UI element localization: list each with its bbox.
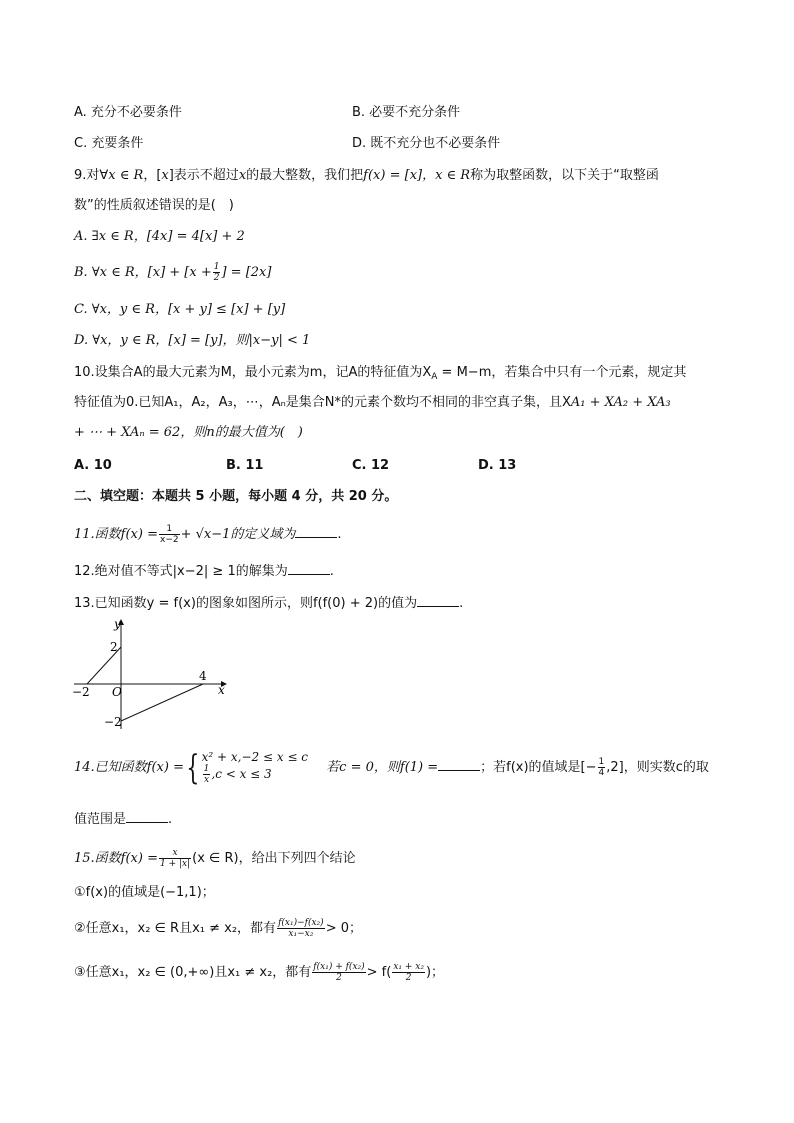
q15-conclusion-3 [74,962,444,983]
q9-text: ]表示不超过 [168,168,239,183]
q15-text: ③任意x₁，x₂ ∈ (0,+∞)且x₁ ≠ x₂，都有 [74,965,312,980]
q9-text: 9.对∀ [74,168,109,183]
q10-option-d: D. 13 [478,458,517,473]
fraction-numerator: 1 [203,764,210,774]
fraction-numerator: x₁ + x₂ [393,962,424,972]
q15-text: > f( [366,965,392,980]
q10-option-a: A. 10 [74,458,112,473]
fraction-numerator: 1 [159,524,180,535]
q15-text: > 0； [325,921,362,936]
answer-blank[interactable] [417,593,459,607]
q9-stem-line2: 数”的性质叙述错误的是( ) [74,198,234,213]
tick-x-negative: −2 [72,685,90,699]
q10-text: 特征值为0.已知A₁，A₂，A₃，⋯，Aₙ是集合N*的元素个数均不相同的非空真子集，且X [74,395,571,410]
q13 [74,593,463,613]
q14-text: 若c = 0，则f(1) = [326,760,439,775]
fraction-numerator: f(x₁) + f(x₂) [313,962,365,972]
fraction-numerator: x [159,848,191,859]
q15-text: (x ∈ R)，给出下列四个结论 [192,851,356,866]
answer-blank[interactable] [126,809,168,823]
q10-stem-line1 [74,364,686,386]
fraction-denominator: x₁−x₂ [288,929,314,939]
q9-text: ，[ [143,168,162,183]
q10-text: = M−m，若集合中只有一个元素，规定其 [437,365,687,380]
q14-range-fraction [598,757,606,778]
graph-segment-right [121,684,203,721]
q9-b-fraction [213,262,221,283]
q14-line2 [74,809,172,829]
q15-text: ②任意x₁，x₂ ∈ R且x₁ ≠ x₂，都有 [74,921,277,936]
q9-math: x [238,168,247,183]
answer-blank[interactable] [288,561,330,575]
q8-option-a: A. 充分不必要条件 [74,105,182,120]
q9-option-d: D. ∀x，y ∈ R，[x] = [y]，则|x−y| < 1 [74,333,311,348]
q11-text: 11.函数f(x) = [74,527,158,542]
q14-text: ；若f(x)的值域是[− [480,760,597,775]
q10-math: A₁ + XA₂ + XA₃ [570,395,671,410]
tick-y-negative: −2 [104,715,122,729]
q8-option-d: D. 既不充分也不必要条件 [352,136,501,151]
q15-c3-fraction [312,962,365,983]
q14-text: . [168,812,173,827]
q14-text: 值范围是 [74,812,127,827]
tick-y-positive: 2 [110,640,118,654]
q15-text: 15.函数f(x) = [74,851,158,866]
q9-b-text: B. ∀x ∈ R，[x] + [x + [74,265,212,280]
q15-text: )； [425,965,445,980]
case-2-text: ,c < x ≤ 3 [211,767,272,781]
q10-text: 10.设集合A的最大元素为M，最小元素为m，记A的特征值为X [74,365,432,380]
piecewise-brace: { [186,747,200,788]
q15-c3-fraction-2 [392,962,425,983]
q9-math: x [161,168,169,183]
q14-text: ,2]，则实数c的取 [606,760,709,775]
piecewise-cases [202,750,308,785]
tick-x-positive: 4 [199,669,207,683]
fraction-denominator: x−2 [160,535,179,545]
fraction-denominator: 1 + |x| [160,859,191,869]
q9-option-c: C. ∀x，y ∈ R，[x + y] ≤ [x] + [y] [74,302,286,317]
case-1: x² + x,−2 ≤ x ≤ c [201,750,309,764]
q11-text: . [337,527,342,542]
q12-text: . [329,564,334,579]
answer-blank[interactable] [438,757,480,771]
q8-option-b: B. 必要不充分条件 [352,105,461,120]
q12-text: 12.绝对值不等式|x−2| ≥ 1的解集为 [74,564,288,579]
x-axis-label: x [218,683,225,697]
q15-conclusion-1: ①f(x)的值域是(−1,1)； [74,885,215,900]
fraction-denominator: x [203,775,210,785]
q9-text: 称为取整函数，以下关于“取整函 [470,168,659,183]
fraction-numerator: f(x₁)−f(x₂) [278,918,324,928]
fraction-numerator: 1 [213,262,220,272]
q8-option-c: C. 充要条件 [74,136,144,151]
section-heading: 二、填空题：本题共 5 小题，每小题 4 分，共 20 分。 [74,489,398,504]
q9-stem-line1 [74,167,659,185]
q10-stem-line3: + ⋯ + XAₙ = 62，则n的最大值为( ) [74,425,303,440]
fraction-numerator: 1 [598,757,605,767]
answer-blank[interactable] [295,524,337,538]
q9-math: f(x) = [x]，x ∈ R [363,168,471,183]
function-graph [68,614,238,734]
fraction-denominator: 2 [213,273,220,283]
q9-text: 的最大整数，我们把 [246,168,364,183]
q9-option-a: A. ∃x ∈ R，[4x] = 4[x] + 2 [74,229,245,244]
q10-option-b: B. 11 [226,458,264,473]
q11-text: + √x−1的定义域为 [180,527,296,542]
q10-stem-line2 [74,394,671,412]
fraction-denominator: 4 [598,768,605,778]
q13-text: . [459,596,464,611]
q14-line1 [74,747,709,788]
q12 [74,561,334,581]
q9-math: x ∈ R [108,168,144,183]
q15-conclusion-2 [74,918,362,939]
q9-option-b [74,262,271,283]
q15-c2-fraction [277,918,325,939]
case-2-fraction [203,764,211,785]
fraction-denominator: 2 [336,973,342,983]
q15-stem [74,848,356,869]
origin-label: O [112,685,122,699]
q11-fraction [159,524,180,545]
case-2 [202,764,308,785]
y-axis-label: y [114,617,121,631]
q10-option-c: C. 12 [352,458,390,473]
fraction-denominator: 2 [405,973,412,983]
q15-fraction [159,848,191,869]
q11 [74,524,342,545]
q10-subscript: A [431,372,438,382]
q9-b-text: ] = [2x] [221,265,272,280]
q13-text: 13.已知函数y = f(x)的图象如图所示，则f(f(0) + 2)的值为 [74,596,418,611]
q14-text: 14.已知函数f(x) = [74,760,184,775]
